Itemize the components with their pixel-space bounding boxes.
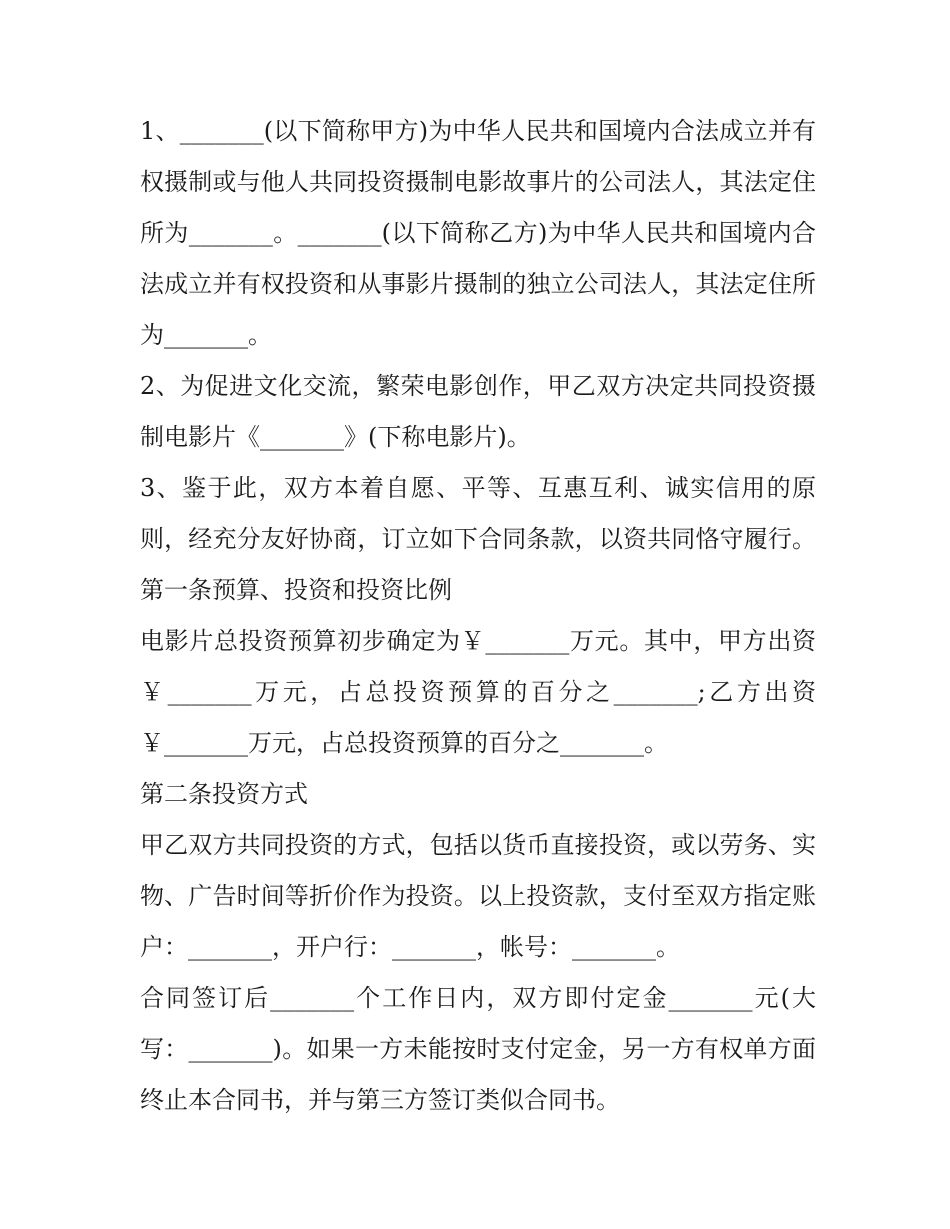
paragraph-budget: 电影片总投资预算初步确定为￥_______万元。其中，甲方出资￥_______万元，占总投资预算的百分之_______;乙方出资￥_______万元，占总投资预算的百分之_______。 bbox=[140, 627, 816, 757]
paragraph-investment-method: 甲乙双方共同投资的方式，包括以货币直接投资，或以劳务、实物、广告时间等折价作为投资。以上投资款，支付至双方指定账户：_______，开户行：_______，帐号：_______。 bbox=[140, 831, 816, 961]
paragraph-deposit: 合同签订后_______个工作日内，双方即付定金_______元(大写：_______)。如果一方未能按时支付定金，另一方有权单方面终止本合同书，并与第三方签订类似合同书。 bbox=[140, 984, 816, 1114]
paragraph-agreement: 3、鉴于此，双方本着自愿、平等、互惠互利、诚实信用的原则，经充分友好协商，订立如下合同条款，以资共同恪守履行。 第一条预算、投资和投资比例 bbox=[140, 474, 816, 604]
paragraph-purpose: 2、为促进文化交流，繁荣电影创作，甲乙双方决定共同投资摄制电影片《_______》(下称电影片)。 bbox=[140, 372, 816, 451]
paragraph-parties: 1、_______(以下简称甲方)为中华人民共和国境内合法成立并有权摄制或与他人共同投资摄制电影故事片的公司法人，其法定住所为_______。_______(以下简称乙方)为中华人民共和国境内合法成立并有权投资和从事影片摄制的独立公司法人，其法定住所为_______。 bbox=[140, 117, 816, 349]
contract-body bbox=[140, 106, 816, 1126]
heading-article-2: 第二条投资方式 bbox=[140, 780, 308, 808]
